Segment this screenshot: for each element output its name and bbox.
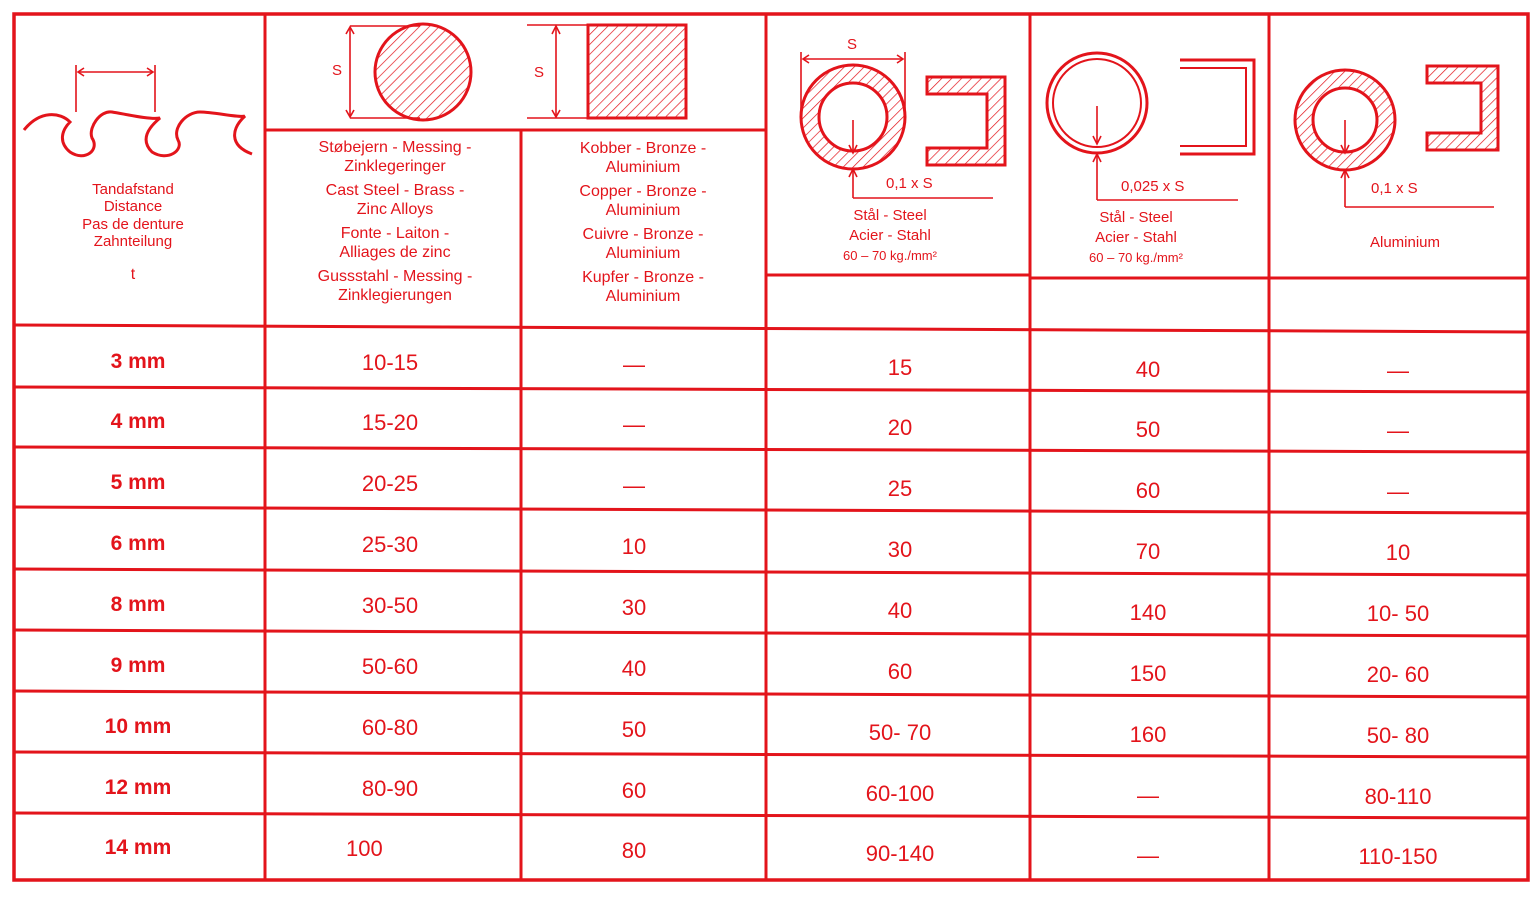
- material-line: Acier - Stahl: [1095, 229, 1177, 246]
- material-group: [528, 139, 758, 177]
- cell-cast-materials: 30-50: [361, 593, 419, 618]
- cell-thin-steel: 70: [1135, 539, 1161, 564]
- cell-aluminium: 20- 60: [1366, 662, 1430, 687]
- cell-cast-materials: 100: [346, 836, 383, 861]
- dimension-s-square: S: [534, 64, 545, 81]
- cell-pitch: 14 mm: [104, 836, 172, 859]
- material-group: [528, 268, 758, 306]
- solid-round-bar-icon: [346, 24, 471, 120]
- cell-thin-steel: —: [1137, 783, 1159, 808]
- saw-tooth-icon: [24, 112, 252, 156]
- material-line: Kobber - Bronze -: [579, 140, 707, 157]
- cell-cast-materials: 60-80: [361, 715, 419, 740]
- material-line: Gussstahl - Messing -: [317, 268, 473, 285]
- material-line: Zinc Alloys: [356, 201, 434, 218]
- cell-aluminium: —: [1387, 418, 1409, 443]
- cell-thin-steel: 40: [1135, 357, 1161, 382]
- aluminium-channel-icon: [1427, 66, 1498, 150]
- cell-copper-materials: —: [623, 473, 645, 498]
- material-line: Copper - Bronze -: [579, 183, 707, 200]
- pitch-header-line: Tandafstand: [92, 181, 174, 198]
- cell-copper-materials: —: [623, 412, 645, 437]
- cell-pitch: 6 mm: [110, 532, 166, 555]
- material-line: Kupfer - Bronze -: [582, 269, 704, 286]
- material-line: Støbejern - Messing -: [318, 139, 472, 156]
- thick-channel-steel-icon: [927, 77, 1005, 165]
- cell-cast-materials: 50-60: [361, 654, 419, 679]
- cell-cast-materials: 10-15: [361, 350, 419, 375]
- material-line: Stål - Steel: [1099, 209, 1173, 226]
- cell-thin-steel: 50: [1135, 417, 1161, 442]
- header-thin-steel: [1036, 208, 1236, 268]
- cell-aluminium: 80-110: [1364, 784, 1432, 809]
- pitch-header-line: Distance: [103, 198, 163, 216]
- cell-pitch: 10 mm: [104, 715, 172, 738]
- material-group: [275, 181, 515, 219]
- cell-thin-steel: 150: [1129, 661, 1167, 686]
- material-line: Acier - Stahl: [849, 227, 931, 244]
- cell-tube-steel: 60-100: [865, 781, 935, 806]
- pitch-symbol: t: [130, 266, 136, 283]
- material-line: Zinklegierungen: [338, 287, 452, 304]
- material-group: [528, 225, 758, 263]
- cell-pitch: 5 mm: [110, 471, 166, 494]
- dimension-wall-thin: 0,025 x S: [1121, 178, 1185, 195]
- material-line: 60 – 70 kg./mm²: [843, 248, 937, 263]
- cell-aluminium: 10: [1385, 540, 1411, 565]
- dimension-s-tube: S: [847, 36, 858, 53]
- cell-tube-steel: 20: [887, 415, 913, 440]
- cell-cast-materials: 80-90: [361, 776, 419, 801]
- cell-copper-materials: 80: [621, 838, 647, 863]
- pitch-header-line: Pas de denture: [82, 215, 184, 233]
- cell-aluminium: 10- 50: [1366, 601, 1430, 626]
- cell-tube-steel: 25: [887, 476, 913, 501]
- cell-pitch: 8 mm: [110, 593, 166, 616]
- header-aluminium: [1290, 234, 1520, 251]
- cell-copper-materials: 50: [621, 717, 647, 742]
- cell-aluminium: —: [1387, 358, 1409, 383]
- cell-copper-materials: 60: [621, 778, 647, 803]
- cell-aluminium: 110-150: [1358, 844, 1438, 869]
- cell-cast-materials: 25-30: [361, 532, 419, 557]
- material-group: [275, 267, 515, 305]
- cell-copper-materials: —: [623, 352, 645, 377]
- pitch-header-line: Zahnteilung: [93, 232, 173, 250]
- material-line: Aluminium: [605, 202, 681, 219]
- material-line: 60 – 70 kg./mm²: [1089, 250, 1183, 265]
- cell-aluminium: —: [1387, 479, 1409, 504]
- solid-square-bar-icon: [527, 25, 686, 118]
- cell-tube-steel: 90-140: [865, 841, 935, 866]
- material-line: Aluminium: [605, 288, 681, 305]
- cell-tube-steel: 60: [887, 659, 913, 684]
- material-group: [528, 182, 758, 220]
- cell-tube-steel: 40: [887, 598, 913, 623]
- material-line: Zinklegeringer: [344, 158, 446, 175]
- dimension-s-round: S: [332, 62, 343, 79]
- material-group: [275, 224, 515, 262]
- material-group: [275, 138, 515, 176]
- material-line: Aluminium: [1369, 234, 1441, 251]
- cell-cast-materials: 15-20: [361, 410, 419, 435]
- header-tube-steel: [790, 206, 990, 266]
- cell-tube-steel: 30: [887, 537, 913, 562]
- cell-copper-materials: 30: [621, 595, 647, 620]
- cell-aluminium: 50- 80: [1366, 723, 1430, 748]
- dimension-wall-steel: 0,1 x S: [886, 175, 933, 192]
- dimension-wall-alu: 0,1 x S: [1371, 180, 1418, 197]
- material-line: Alliages de zinc: [339, 244, 451, 261]
- material-line: Aluminium: [605, 245, 681, 262]
- cell-copper-materials: 40: [621, 656, 647, 681]
- cell-cast-materials: 20-25: [361, 471, 419, 496]
- material-line: Fonte - Laiton -: [340, 225, 450, 242]
- pitch-header: [40, 181, 226, 284]
- header-copper-materials: [528, 139, 758, 311]
- cell-pitch: 9 mm: [110, 654, 166, 677]
- cell-tube-steel: 15: [887, 355, 913, 380]
- cell-copper-materials: 10: [621, 534, 647, 559]
- material-line: Stål - Steel: [853, 207, 927, 224]
- cell-tube-steel: 50- 70: [868, 720, 932, 745]
- thin-channel-steel-icon: [1180, 60, 1254, 154]
- cell-thin-steel: 160: [1129, 722, 1167, 747]
- cell-thin-steel: 60: [1135, 478, 1161, 503]
- cell-thin-steel: 140: [1129, 600, 1167, 625]
- material-line: Cuivre - Bronze -: [582, 226, 704, 243]
- cell-thin-steel: —: [1137, 843, 1159, 868]
- material-line: Cast Steel - Brass -: [325, 182, 465, 199]
- header-cast-materials: [275, 138, 515, 310]
- material-line: Aluminium: [605, 159, 681, 176]
- cell-pitch: 12 mm: [104, 776, 172, 799]
- cell-pitch: 4 mm: [110, 410, 166, 433]
- cell-pitch: 3 mm: [110, 350, 166, 373]
